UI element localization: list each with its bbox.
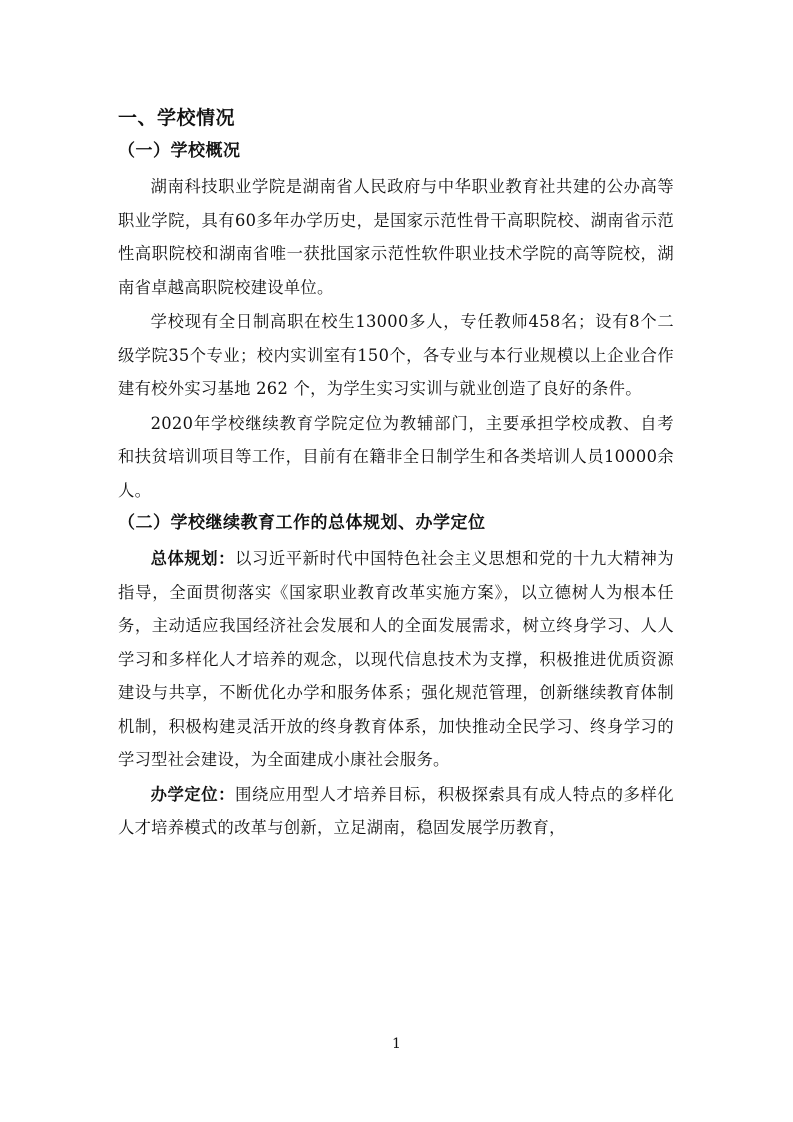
overall-planning-text: 以习近平新时代中国特色社会主义思想和党的十九大精神为指导，全面贯彻落实《国家职业教育改革实施方案》，以立德树人为根本任务，主动适应我国经济社会发展和人的全面发展需求，树立终身学习、人人学习和多样化人才培养的观念，以现代信息技术为支撑，积极推进优质资源建设与共享，不断优化办学和服务体系；强化规范管理，创新继续教育体制机制，积极构建灵活开放的终身教育体系，加快推动全民学习、终身学习的学习型社会建设，为全面建成小康社会服务。 — [118, 549, 674, 769]
school-positioning-text: 围绕应用型人才培养目标，积极探索具有成人特点的多样化人才培养模式的改革与创新，立足湖南，稳固发展学历教育， — [118, 784, 674, 837]
paragraph-school-positioning — [118, 778, 674, 845]
page-number: 1 — [392, 1036, 401, 1052]
heading-school-overview: 一、学校情况 — [118, 107, 236, 129]
paragraph-school-scale: 学校现有全日制高职在校生13000多人，专任教师458名；设有8个二级学院35个专业；校内实训室有150个，各专业与本行业规模以上企业合作建有校外实习基地 262 个，为学生实习实训与就业创造了良好的条件。 — [118, 312, 674, 398]
section-title-school-profile: （一）学校概况 — [118, 141, 241, 161]
school-positioning-lead: 办学定位： — [150, 784, 236, 804]
page-content — [118, 104, 674, 846]
paragraph-overall-planning — [118, 542, 674, 777]
overall-planning-lead: 总体规划： — [150, 549, 236, 568]
paragraph-continuing-education: 2020年学校继续教育学院定位为教辅部门，主要承担学校成教、自考和扶贫培训项目等工作，目前有在籍非全日制学生和各类培训人员10000余人。 — [118, 413, 674, 500]
section-title-planning-positioning: （二）学校继续教育工作的总体规划、办学定位 — [118, 513, 486, 533]
paragraph-school-intro: 湖南科技职业学院是湖南省人民政府与中华职业教育社共建的公办高等职业学院，具有60多年办学历史，是国家示范性骨干高职院校、湖南省示范性高职院校和湖南省唯一获批国家示范性软件职业技术学院的高等院校，湖南省卓越高职院校建设单位。 — [118, 177, 674, 297]
